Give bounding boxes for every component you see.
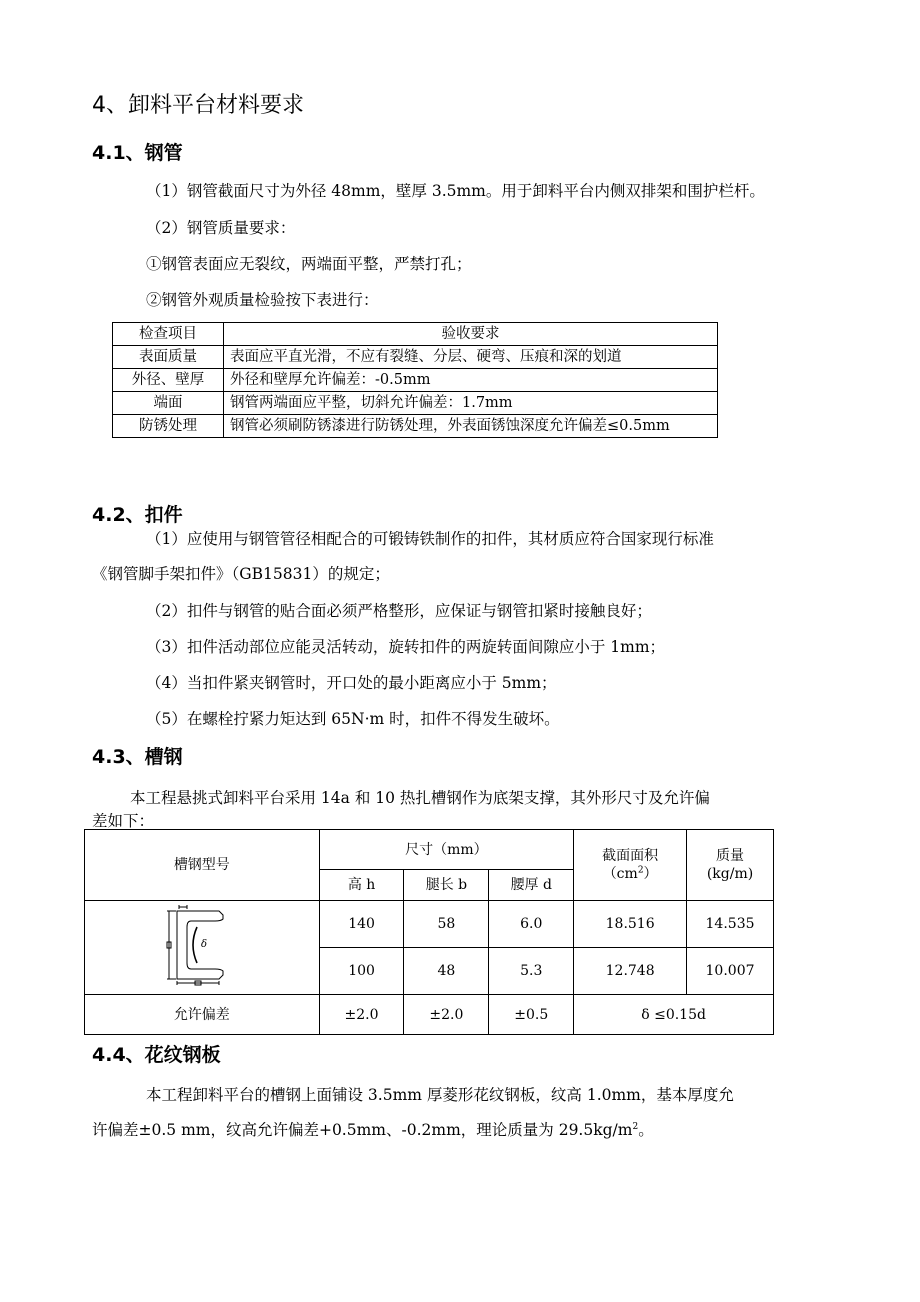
table-cell: 58 — [404, 901, 489, 948]
table-cell: 12.748 — [574, 948, 687, 995]
table-row — [85, 901, 774, 948]
table-row — [113, 346, 718, 369]
table-header — [574, 830, 687, 901]
table-cell: 14.535 — [687, 901, 774, 948]
table-cell: ±2.0 — [319, 995, 404, 1035]
mass-unit: (kg/m) — [706, 866, 754, 882]
table-cell: 钢管必须刷防锈漆进行防锈处理，外表面锈蚀深度允许偏差≤0.5mm — [224, 415, 718, 438]
pipe-p4: ②钢管外观质量检验按下表进行： — [146, 291, 379, 309]
section-title: 4、卸料平台材料要求 — [92, 93, 304, 118]
table-cell: 防锈处理 — [113, 415, 224, 438]
table-cell: 5.3 — [489, 948, 574, 995]
table-cell: 10.007 — [687, 948, 774, 995]
table-cell: 18.516 — [574, 901, 687, 948]
table-header: 检查项目 — [113, 323, 224, 346]
table-cell: ±0.5 — [489, 995, 574, 1035]
table-header: 腿长 b — [404, 870, 489, 901]
table-cell: 表面应平直光滑，不应有裂缝、分层、硬弯、压痕和深的划道 — [224, 346, 718, 369]
table-header: 验收要求 — [224, 323, 718, 346]
table-cell: 表面质量 — [113, 346, 224, 369]
plate-p1a: 本工程卸料平台的槽钢上面铺设 3.5mm 厚菱形花纹钢板，纹高 1.0mm，基本厚度允 — [146, 1086, 734, 1104]
channel-section-diagram — [157, 901, 247, 989]
table-header: 腰厚 d — [489, 870, 574, 901]
channel-p1b: 差如下： — [92, 812, 155, 830]
table-row — [113, 392, 718, 415]
table-header: 高 h — [319, 870, 404, 901]
fastener-p4: （4）当扣件紧夹钢管时，开口处的最小距离应小于 5mm； — [146, 674, 557, 692]
delta-symbol: δ — [200, 939, 207, 950]
table-cell: 140 — [319, 901, 404, 948]
table-header: 槽钢型号 — [85, 830, 320, 901]
table-cell: 6.0 — [489, 901, 574, 948]
table-header-row — [113, 323, 718, 346]
fastener-p1a: （1）应使用与钢管管径相配合的可锻铸铁制作的扣件，其材质应符合国家现行标准 — [146, 530, 714, 548]
table-cell: 48 — [404, 948, 489, 995]
plate-p1b: 许偏差±0.5 mm，纹高允许偏差+0.5mm、-0.2mm，理论质量为 $29.5kg/m^2$。 — [92, 1121, 654, 1139]
table-cell: 钢管两端面应平整，切斜允许偏差：1.7mm — [224, 392, 718, 415]
fastener-p2: （2）扣件与钢管的贴合面必须严格整形，应保证与钢管扣紧时接触良好； — [146, 602, 652, 620]
table-row — [85, 995, 774, 1035]
table-cell: 端面 — [113, 392, 224, 415]
area-label: 截面面积 — [602, 848, 659, 864]
table-cell: 外径和壁厚允许偏差：-0.5mm — [224, 369, 718, 392]
table-cell: 允许偏差 — [85, 995, 320, 1035]
area-unit: $(cm^2)$ — [602, 865, 658, 882]
table-cell: 外径、壁厚 — [113, 369, 224, 392]
table-cell: 100 — [319, 948, 404, 995]
pipe-p2: （2）钢管质量要求： — [146, 219, 296, 237]
heading-channel: 4.3、槽钢 — [92, 746, 183, 768]
heading-plate: 4.4、花纹钢板 — [92, 1044, 221, 1066]
fastener-p1b: 《钢管脚手架扣件》（GB15831）的规定； — [92, 565, 390, 583]
table-header: 尺寸（mm） — [319, 830, 574, 870]
fastener-p3: （3）扣件活动部位应能灵活转动，旋转扣件的两旋转面间隙应小于 1mm； — [146, 638, 666, 656]
table-row — [113, 369, 718, 392]
fastener-p5: （5）在螺栓拧紧力矩达到 65N·m 时，扣件不得发生破坏。 — [146, 710, 560, 728]
heading-fastener: 4.2、扣件 — [92, 504, 183, 526]
table-cell: ±2.0 — [404, 995, 489, 1035]
mass-label: 质量 — [716, 848, 745, 864]
pipe-quality-table — [112, 322, 718, 438]
channel-diagram-cell — [85, 901, 320, 995]
channel-p1a: 本工程悬挑式卸料平台采用 14a 和 10 热扎槽钢作为底架支撑，其外形尺寸及允许偏 — [130, 789, 710, 807]
pipe-p1: （1）钢管截面尺寸为外径 48mm，壁厚 3.5mm。用于卸料平台内侧双排架和围护栏杆。 — [146, 182, 765, 200]
table-row — [113, 415, 718, 438]
table-header — [687, 830, 774, 901]
heading-pipe: 4.1、钢管 — [92, 142, 183, 164]
pipe-p3: ①钢管表面应无裂纹，两端面平整，严禁打孔； — [146, 255, 472, 273]
channel-spec-table — [84, 829, 774, 1035]
table-cell: δ ≤0.15d — [574, 995, 774, 1035]
